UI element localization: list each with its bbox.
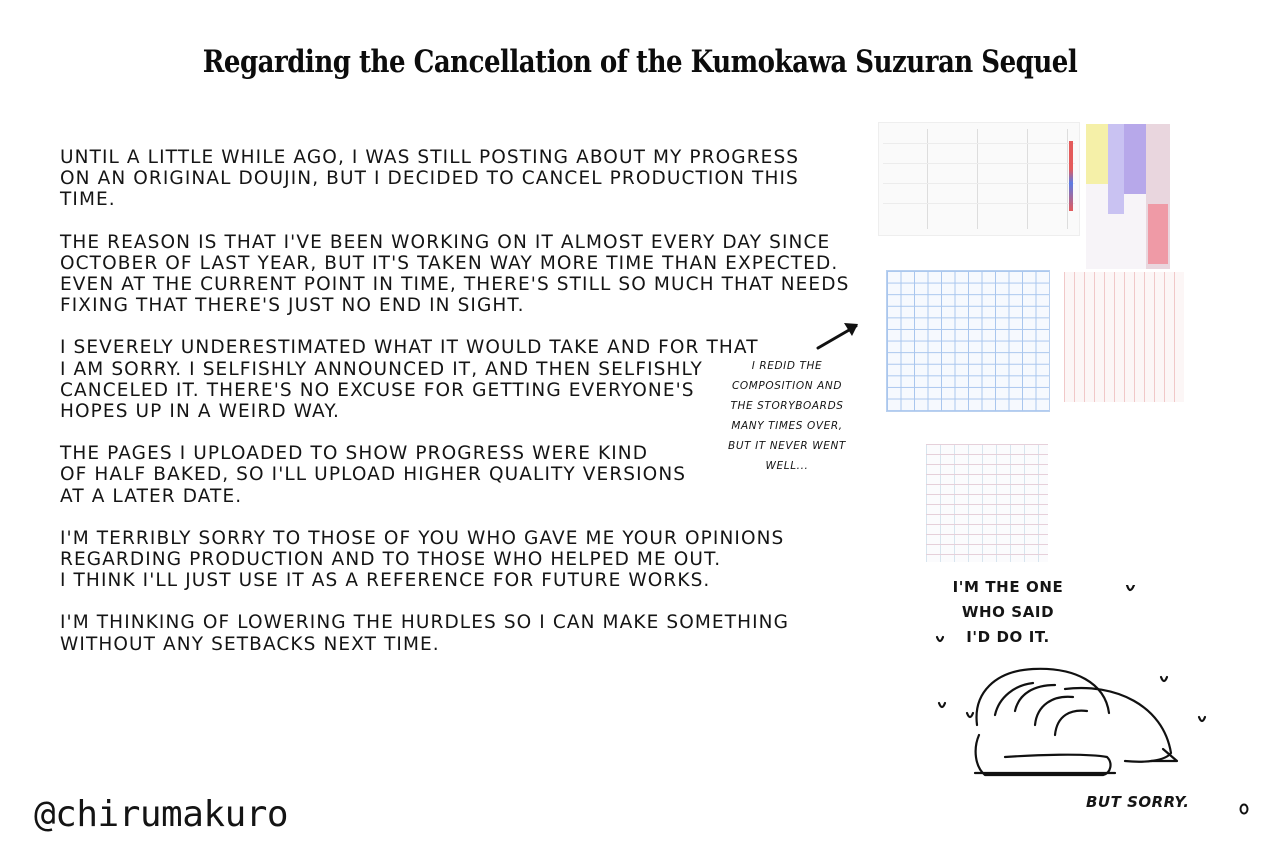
paragraph: THE REASON IS THAT I'VE BEEN WORKING ON IT ALMOST EVERY DAY SINCE OCTOBER OF LAST YEAR, BUT IT'S TAKEN WAY MORE TIME THAN EXPECTED. EVEN AT THE CURRENT POINT IN TIME, THERE'S STILL SO MUCH THAT NEEDS FIXING THAT THERE'S JUST NO END IN SIGHT.	[60, 231, 850, 317]
storyboard-thumbnail	[1086, 124, 1170, 269]
caption: BUT SORRY.	[1086, 793, 1190, 811]
speech-text: I'M THE ONE WHO SAID I'D DO IT.	[952, 578, 1064, 646]
storyboard-thumbnail	[926, 444, 1048, 562]
storyboard-thumbnail	[1064, 272, 1184, 402]
arrow-pointing-right-icon	[800, 318, 864, 358]
page-title: Regarding the Cancellation of the Kumokawa Suzuran Sequel	[202, 44, 1078, 80]
author-handle: @chirumakuro	[34, 794, 289, 835]
storyboard-thumbnail	[878, 122, 1080, 236]
paragraph: UNTIL A LITTLE WHILE AGO, I WAS STILL POSTING ABOUT MY PROGRESS ON AN ORIGINAL DOUJIN, BUT I DECIDED TO CANCEL PRODUCTION THIS TIME.	[60, 147, 800, 211]
paragraph: THE PAGES I UPLOADED TO SHOW PROGRESS WERE KIND OF HALF BAKED, SO I'LL UPLOAD HIGHER QUALITY VERSIONS AT A LATER DATE.	[60, 443, 687, 507]
side-note: I REDID THE COMPOSITION AND THE STORYBOARDS MANY TIMES OVER, BUT IT NEVER WENT WELL...	[728, 360, 846, 472]
storyboard-thumbnail	[886, 270, 1050, 412]
paragraph: I SEVERELY UNDERESTIMATED WHAT IT WOULD TAKE AND FOR THAT I AM SORRY. I SELFISHLY ANNOUNCED IT, AND THEN SELFISHLY CANCELED IT. THERE'S NO EXCUSE FOR GETTING EVERYONE'S HOPES UP IN A WEIRD WAY.	[60, 337, 759, 423]
storyboard-thumbnails	[878, 122, 1188, 567]
paragraph: I'M TERRIBLY SORRY TO THOSE OF YOU WHO GAVE ME YOUR OPINIONS REGARDING PRODUCTION AND TO THOSE WHO HELPED ME OUT. I THINK I'LL JUST USE IT AS A REFERENCE FOR FUTURE WORKS.	[60, 527, 785, 592]
dot-icon	[1238, 802, 1250, 816]
bowing-character-illustration	[915, 585, 1215, 795]
paragraph: I'M THINKING OF LOWERING THE HURDLES SO I CAN MAKE SOMETHING WITHOUT ANY SETBACKS NEXT TIME.	[60, 612, 790, 655]
